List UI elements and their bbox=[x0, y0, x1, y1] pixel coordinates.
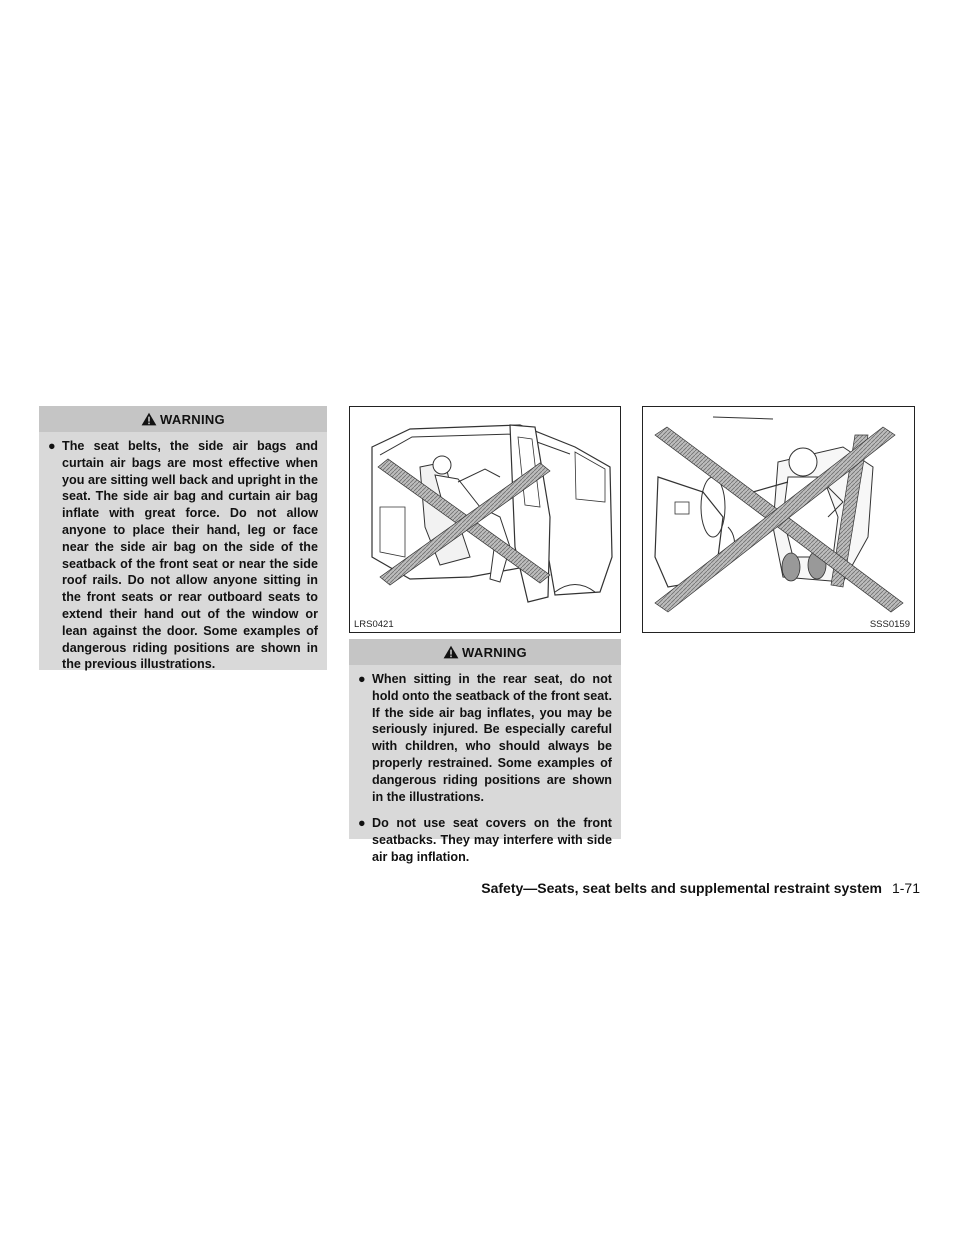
side-airbag-illustration bbox=[643, 407, 913, 631]
figure-code: SSS0159 bbox=[869, 619, 910, 630]
section-title: Safety—Seats, seat belts and supplemental restraint system bbox=[481, 880, 882, 896]
car-door-illustration bbox=[350, 407, 619, 631]
warning-list bbox=[349, 665, 621, 874]
page-number: 1-71 bbox=[891, 880, 920, 896]
warning-list bbox=[39, 432, 327, 681]
warning-header bbox=[349, 639, 621, 665]
warning-title: WARNING bbox=[462, 644, 527, 660]
warning-header bbox=[39, 406, 327, 432]
bullet-icon: ● bbox=[358, 672, 366, 686]
figure-lrs0421 bbox=[349, 406, 621, 633]
page-footer bbox=[420, 880, 920, 896]
warning-item: ● Do not use seat covers on the front seatbacks. They may interfere with side air bag inflation. bbox=[358, 816, 612, 864]
figure-code: LRS0421 bbox=[354, 619, 394, 630]
warning-item: ● The seat belts, the side air bags and curtain air bags are most effective when you are sitting well back and upright in the seat. The side air bag and curtain air bag inflate with great force. Do not allow anyone to place their hand, leg or face near the side air bag on the side of the seatback of the front seat or near the side roof rails. Do not allow anyone sitting in the front seats or rear outboard seats to extend their hand out of the window or lean against the door. Some examples of dangerous riding positions are shown in the previous illustrations. bbox=[48, 439, 318, 672]
warning-title: WARNING bbox=[160, 411, 225, 427]
warning-triangle-icon bbox=[141, 412, 157, 426]
figure-sss0159 bbox=[642, 406, 915, 633]
warning-box-2 bbox=[349, 639, 621, 864]
warning-triangle-icon bbox=[443, 645, 459, 659]
warning-box-1 bbox=[39, 406, 327, 670]
bullet-icon: ● bbox=[358, 816, 366, 831]
bullet-icon: ● bbox=[48, 439, 56, 453]
warning-item: ● When sitting in the rear seat, do not hold onto the seatback of the front seat. If the side air bag inflates, you may be seriously injured. Be especially careful with children, who should always be properly restrained. Some examples of dangerous riding positions are shown in the illustrations. bbox=[358, 672, 612, 804]
